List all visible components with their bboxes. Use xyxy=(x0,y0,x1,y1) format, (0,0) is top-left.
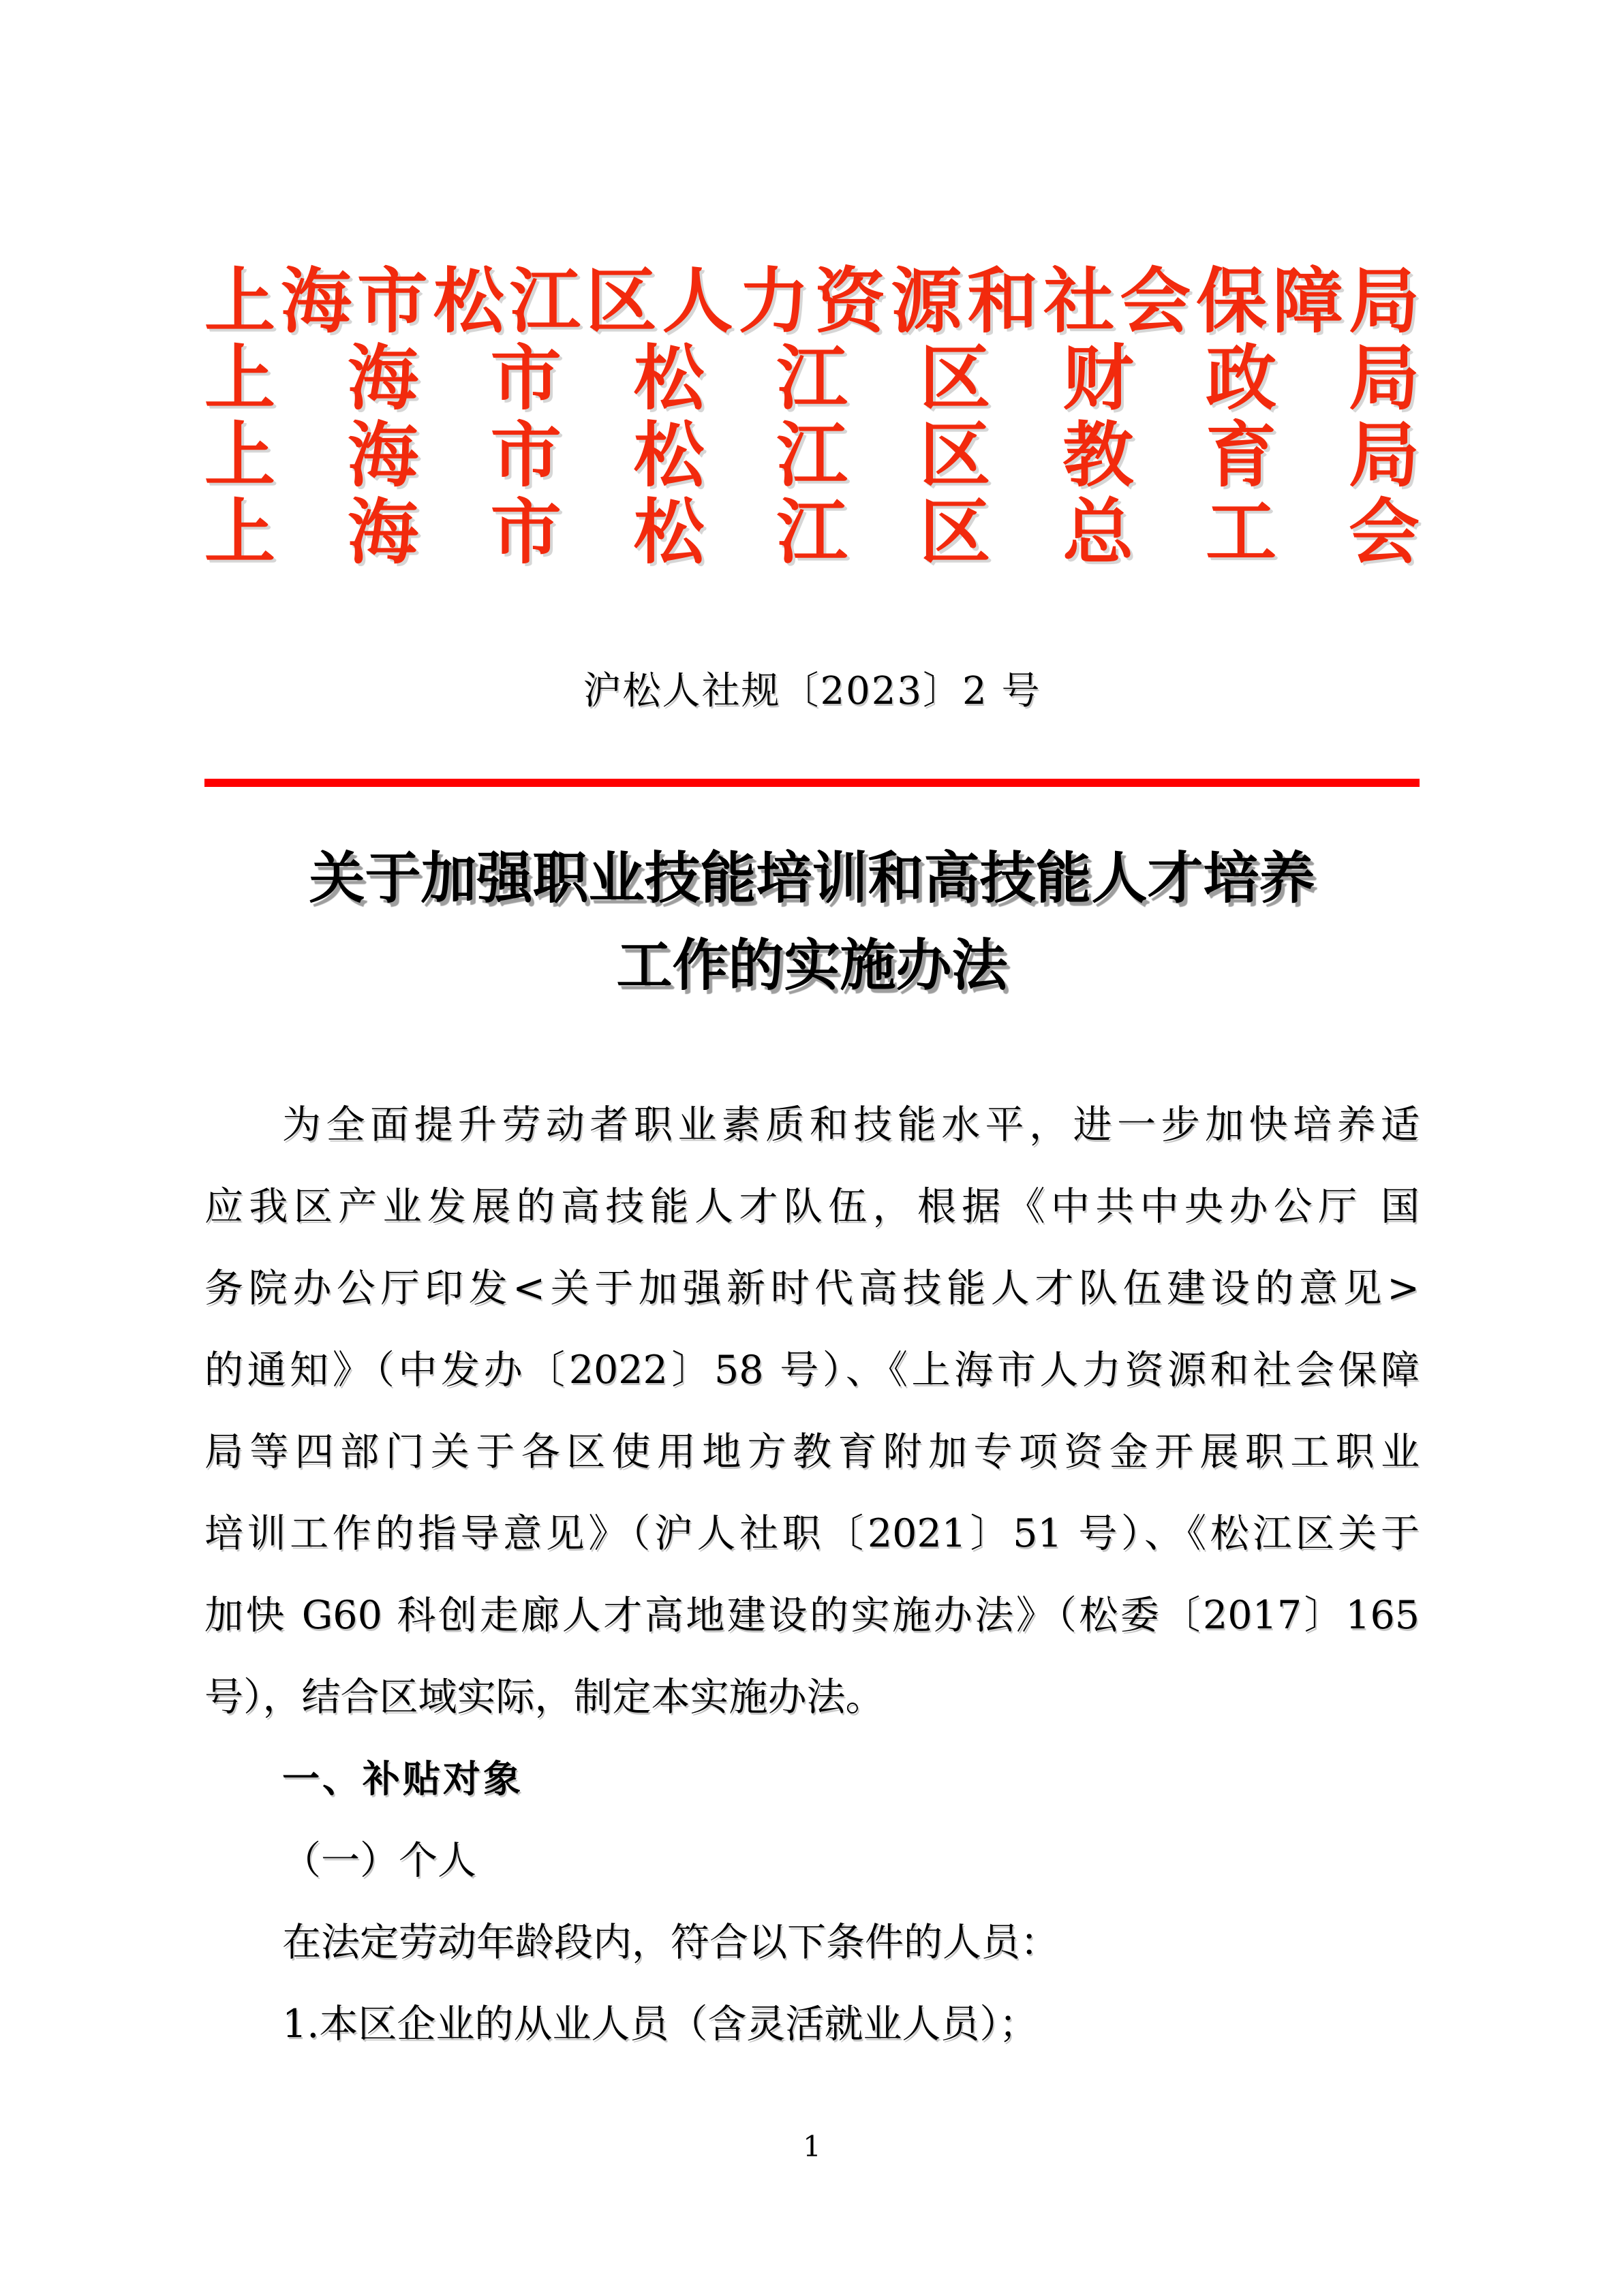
document-title-line-2: 工作的实施办法 xyxy=(616,933,1008,998)
paragraph-line: 号），结合区域实际，制定本实施办法。 xyxy=(204,1675,885,1720)
document-title-line-1: 关于加强职业技能培训和高技能人才培养 xyxy=(309,846,1315,911)
agency-header-line-3: 上 海 市 松 江 区 教 育 局 xyxy=(204,413,1420,497)
sub-heading: （一）个人 xyxy=(282,1838,476,1883)
agency-header xyxy=(204,259,1420,574)
document-number: 沪松人社规〔2023〕2 号 xyxy=(583,669,1041,713)
paragraph-line: 培训工作的指导意见》（沪人社职〔2021〕51 号）、《松江区关于 xyxy=(204,1511,1420,1556)
document-body xyxy=(204,1084,1420,2065)
section-heading: 一、补贴对象 xyxy=(282,1757,524,1801)
condition-intro-line: 在法定劳动年龄段内，符合以下条件的人员： xyxy=(282,1920,1059,1965)
document-title xyxy=(204,835,1420,1009)
paragraph-line: 的通知》（中发办〔2022〕58 号）、《上海市人力资源和社会保障 xyxy=(204,1348,1420,1393)
condition-item-line: 1.本区企业的从业人员（含灵活就业人员）； xyxy=(282,2002,1038,2047)
page-number: 1 xyxy=(803,2130,821,2163)
paragraph-line: 务院办公厅印发<关于加强新时代高技能人才队伍建设的意见> xyxy=(204,1266,1420,1311)
paragraph-line: 应我区产业发展的高技能人才队伍，根据《中共中央办公厅 国 xyxy=(204,1184,1420,1229)
agency-header-line-4: 上 海 市 松 江 区 总 工 会 xyxy=(204,490,1420,574)
red-divider-rule xyxy=(204,779,1420,787)
agency-header-line-1: 上海市松江区人力资源和社会保障局 xyxy=(204,259,1420,343)
paragraph-line: 局等四部门关于各区使用地方教育附加专项资金开展职工职业 xyxy=(204,1429,1420,1474)
paragraph-line: 为全面提升劳动者职业素质和技能水平，进一步加快培养适 xyxy=(282,1102,1420,1147)
agency-header-line-2: 上 海 市 松 江 区 财 政 局 xyxy=(204,336,1420,420)
paragraph-line: 加快 G60 科创走廊人才高地建设的实施办法》（松委〔2017〕165 xyxy=(204,1593,1420,1638)
